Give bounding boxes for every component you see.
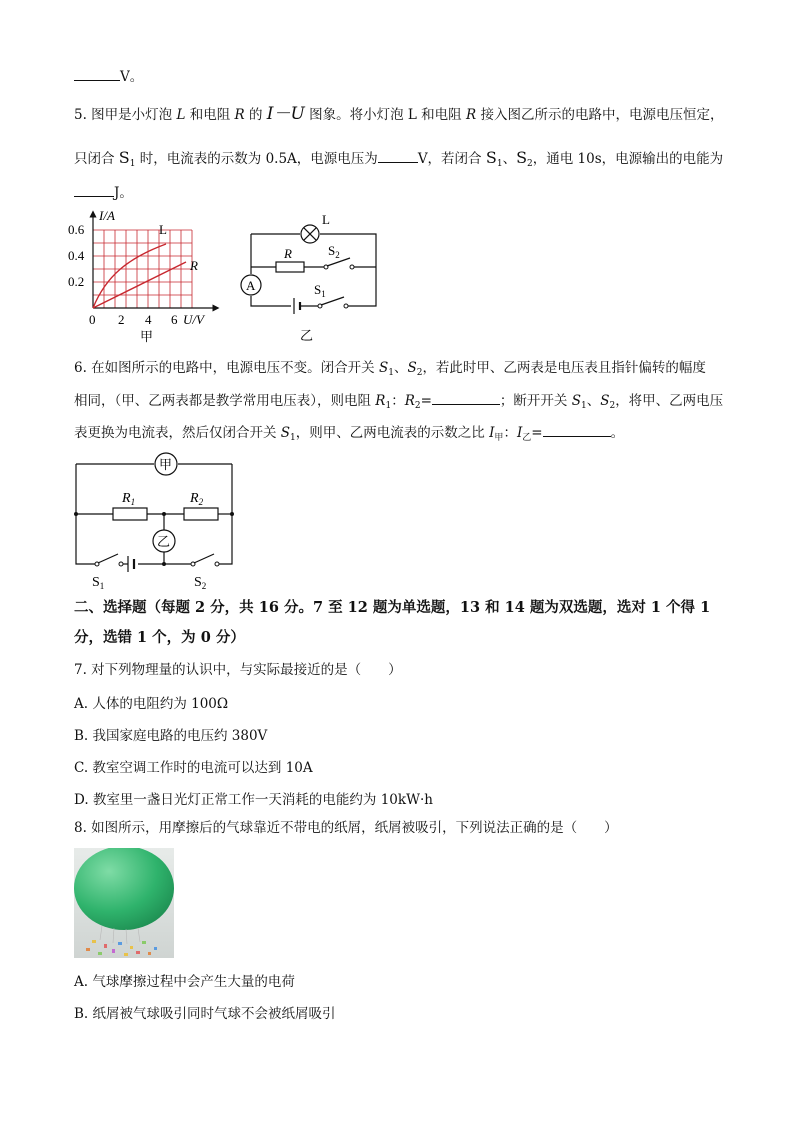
- meter-jia-icon: [155, 453, 177, 475]
- q8-option-a[interactable]: A. 气球摩擦过程中会产生大量的电荷: [74, 974, 295, 990]
- q8-option-b[interactable]: B. 纸屑被气球吸引同时气球不会被纸屑吸引: [74, 1006, 336, 1022]
- curve-l-label: L: [159, 222, 167, 237]
- answer-blank[interactable]: [74, 66, 120, 81]
- s1-label: $S_1$: [92, 575, 105, 591]
- lamp-label: L: [322, 212, 330, 227]
- meter-yi-icon: [153, 530, 175, 552]
- circuit-caption: 乙: [300, 328, 314, 343]
- q7-option-c[interactable]: C. 教室空调工作时的电流可以达到 10A: [74, 760, 313, 776]
- s2-label: $S_2$: [194, 575, 207, 591]
- x-axis-label: U/V: [183, 312, 204, 327]
- q8-stem: 8. 如图所示，用摩擦后的气球靠近不带电的纸屑，纸屑被吸引，下列说法正确的是（ ）: [74, 820, 618, 836]
- switch-s1-label: $S_1$: [314, 282, 326, 299]
- q7-option-a[interactable]: A. 人体的电阻约为 100Ω: [74, 696, 229, 712]
- q6-line3: 表更换为电流表，然后仅闭合开关 $S_1$，则甲、乙两电流表的示数之比 $I_甲$：$I_乙=$ 。: [74, 422, 624, 448]
- switch-s2-label: $S_2$: [328, 243, 340, 260]
- iu-graph: [66, 206, 236, 346]
- q7-option-d[interactable]: D. 教室里一盏日光灯正常工作一天消耗的电能约为 10kW·h: [74, 792, 433, 808]
- y-axis-label: I/A: [99, 208, 115, 223]
- answer-blank[interactable]: [543, 422, 611, 437]
- q5-line2: 只闭合 $S_1$ 时，电流表的示数为 0.5A，电源电压为 V，若闭合 $S_1$、$S_2$，通电 10s，电源输出的电能为: [74, 148, 724, 169]
- switch-s2-icon[interactable]: [191, 554, 219, 566]
- q4-tail: V。: [74, 66, 143, 87]
- r2-label: $R_2$: [190, 491, 204, 507]
- graph-caption: 甲: [140, 329, 154, 344]
- circuit-yi: [236, 210, 386, 345]
- section2-heading-line1: 二、选择题（每题 2 分，共 16 分。7 至 12 题为单选题，13 和 14 题为双选题，选对 1 个得 1: [74, 599, 711, 616]
- q7-stem: 7. 对下列物理量的认识中，与实际最接近的是（ ）: [74, 662, 402, 678]
- q7-option-b[interactable]: B. 我国家庭电路的电压约 380V: [74, 728, 268, 744]
- x-tick: 6: [171, 312, 178, 327]
- q5-line3: J。: [74, 182, 133, 203]
- resistor-label: R: [284, 246, 292, 261]
- curve-r-label: R: [190, 258, 198, 273]
- svg-text:乙: 乙: [157, 534, 171, 549]
- section2-heading-line2: 分，选错 1 个，为 0 分）: [74, 629, 245, 646]
- ammeter-icon: [241, 275, 261, 295]
- answer-blank[interactable]: [432, 390, 500, 405]
- y-tick: 0.6: [68, 222, 85, 237]
- circuit-q6: [66, 450, 246, 592]
- x-tick: 4: [145, 312, 152, 327]
- answer-blank[interactable]: [378, 148, 418, 163]
- svg-text:A: A: [246, 278, 256, 293]
- q6-line2: 相同，（甲、乙两表都是教学常用电压表），则电阻 $R_1$：$R_2=$ ；断开开关 $S_1$、$S_2$，将甲、乙两电压: [74, 390, 723, 416]
- y-tick: 0.4: [68, 248, 85, 263]
- switch-s1-icon[interactable]: [95, 554, 123, 566]
- resistor-r2-icon: [184, 508, 218, 520]
- x-tick: 0: [89, 312, 96, 327]
- balloon-photo: [74, 848, 174, 958]
- resistor-r1-icon: [113, 508, 147, 520]
- lamp-icon: [301, 225, 319, 243]
- q6-line1: 6. 在如图所示的电路中，电源电压不变。闭合开关 $S_1$、$S_2$，若此时甲、乙两表是电压表且指针偏转的幅度: [74, 360, 706, 378]
- x-tick: 2: [118, 312, 125, 327]
- r1-label: $R_1$: [122, 491, 136, 507]
- y-tick: 0.2: [68, 274, 85, 289]
- q5-line1: 5. 图甲是小灯泡 L 和电阻 R 的 I－U 图象。将小灯泡 L 和电阻 R 接入图乙所示的电路中，电源电压恒定，: [74, 104, 724, 124]
- resistor-icon: [276, 262, 304, 272]
- answer-blank[interactable]: [74, 182, 114, 197]
- svg-text:甲: 甲: [159, 457, 173, 472]
- graph-grid: [93, 230, 192, 308]
